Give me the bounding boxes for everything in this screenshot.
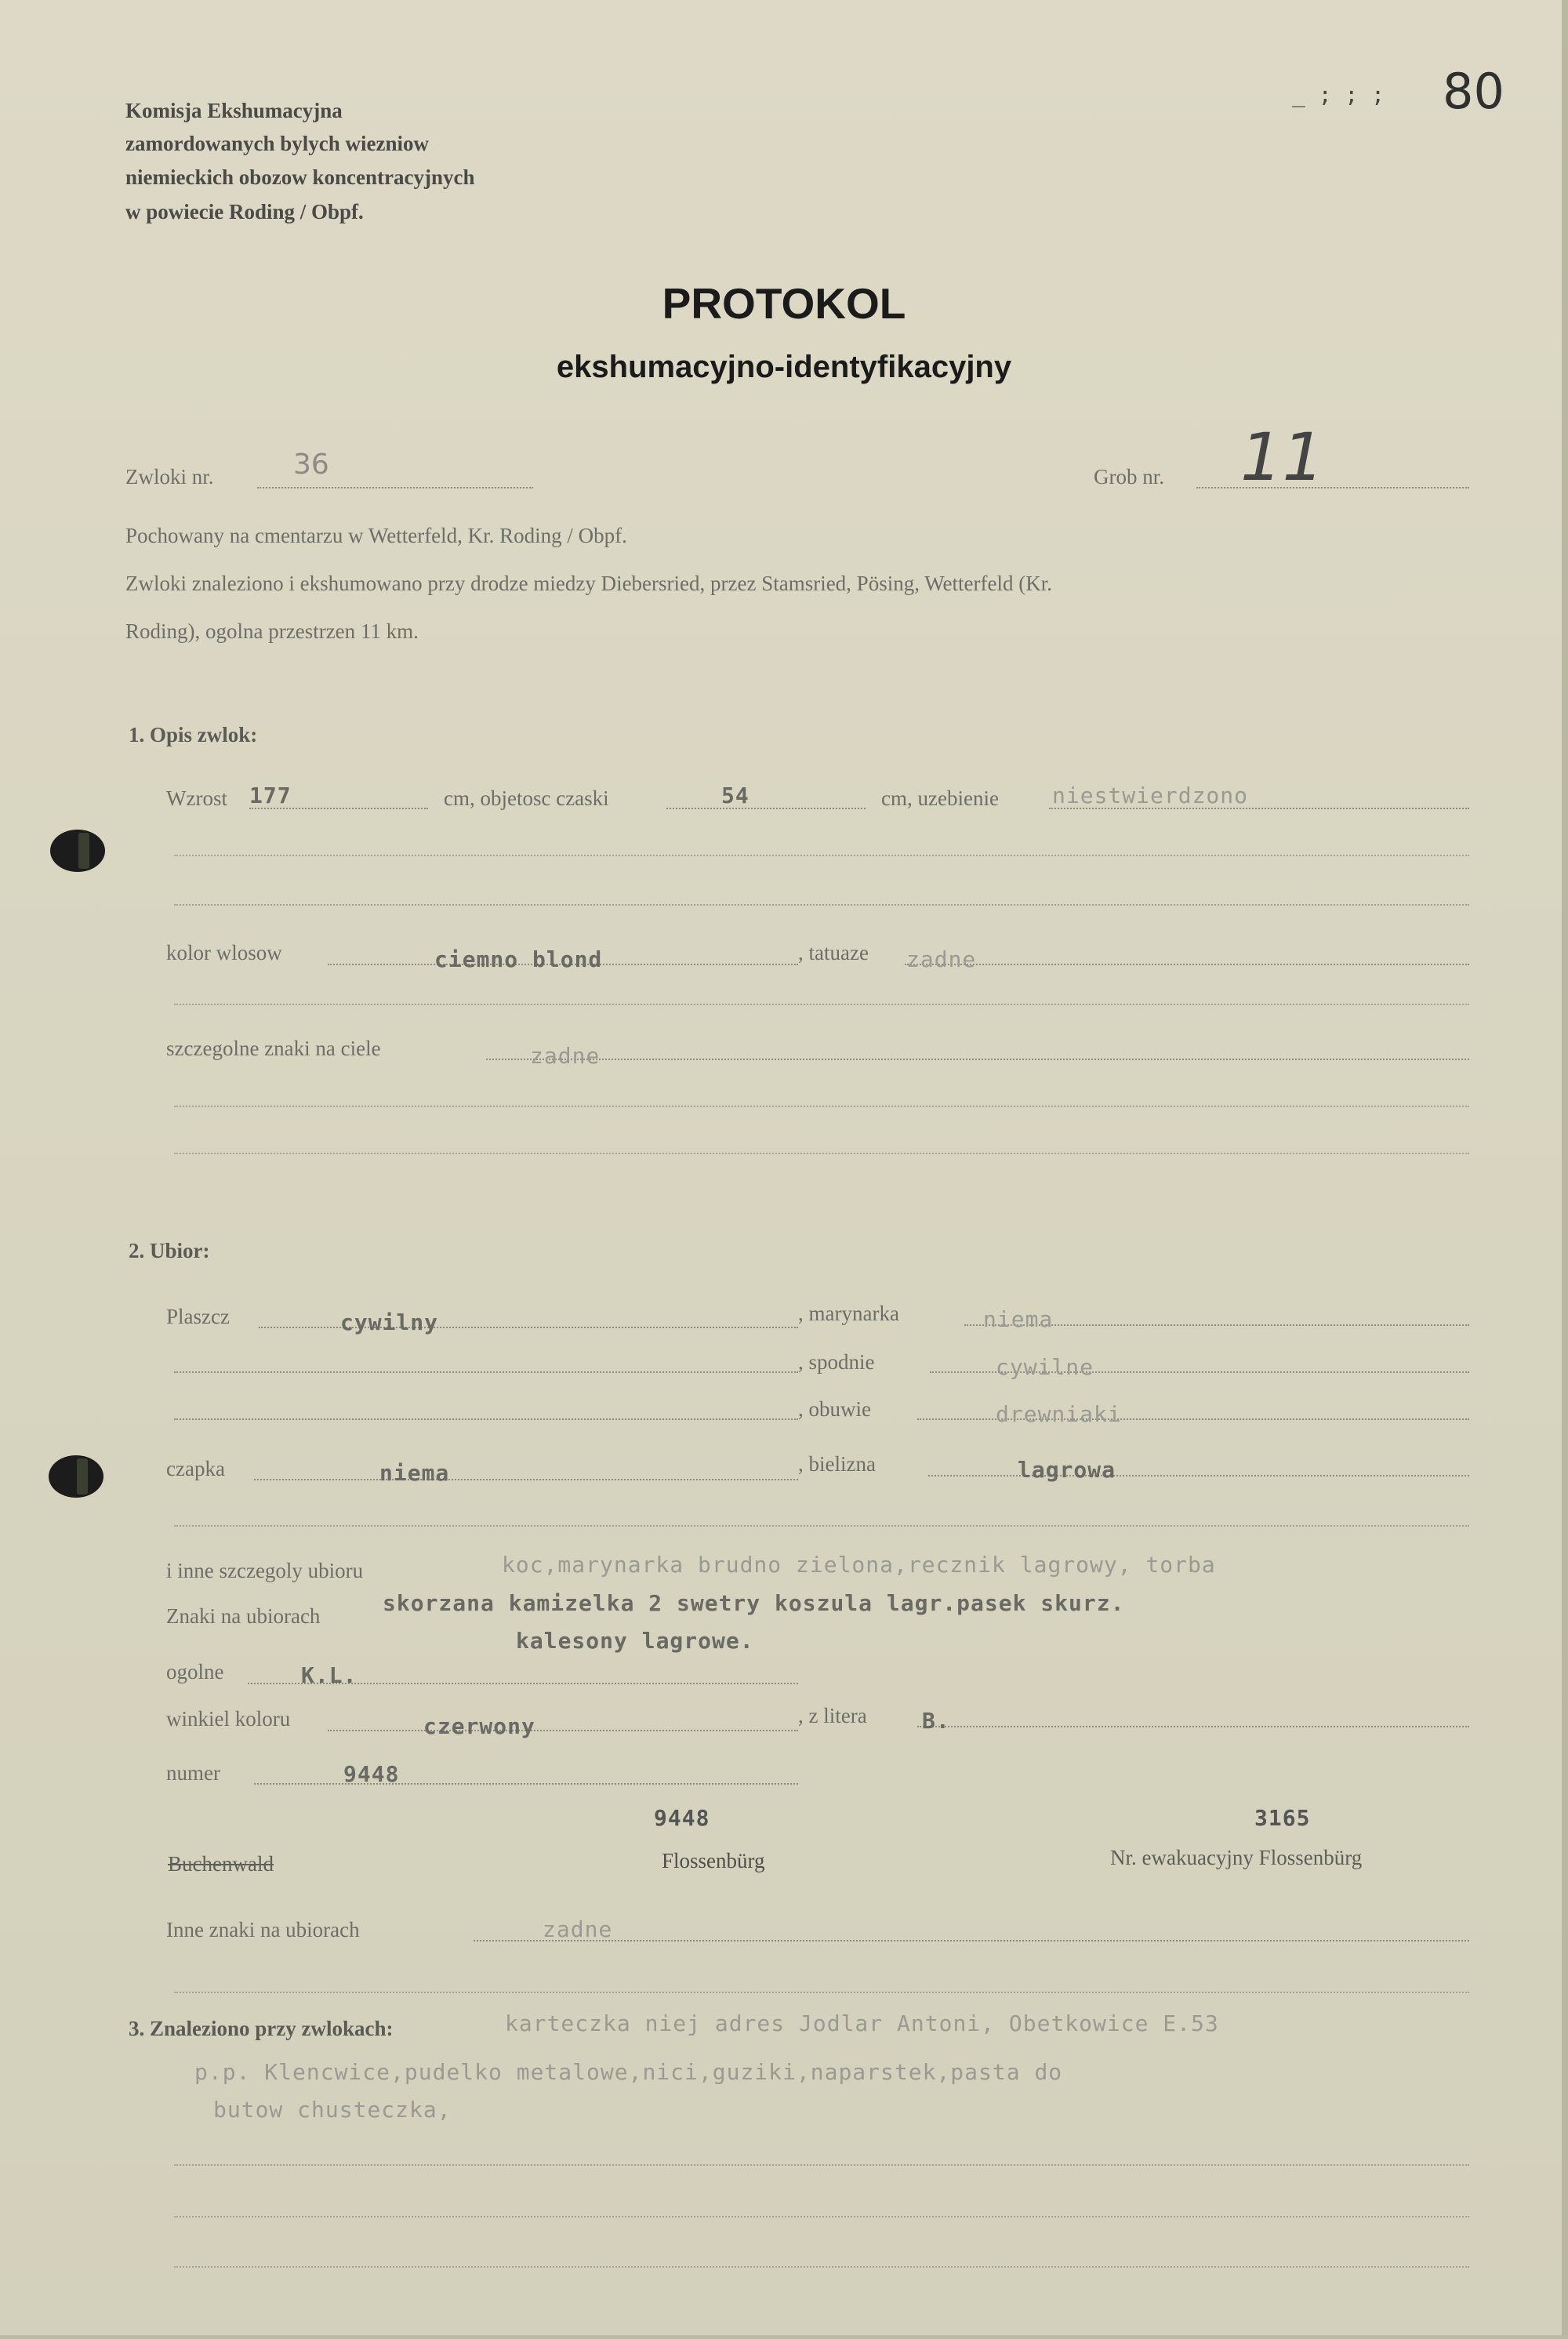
znaki-cialo-label: szczegolne znaki na ciele	[166, 1037, 381, 1060]
org-line-4: w powiecie Roding / Obpf.	[125, 200, 364, 223]
tatuaze-line	[905, 964, 1469, 965]
spodnie-label: , spodnie	[798, 1350, 875, 1374]
found-items-line-1: karteczka niej adres Jodlar Antoni, Obetkowice E.53	[505, 2010, 1219, 2036]
zwloki-label: Zwloki nr.	[125, 465, 214, 489]
winkiel-label: winkiel koloru	[166, 1707, 291, 1731]
bielizna-line	[928, 1475, 1469, 1476]
blank-line	[174, 1525, 1469, 1527]
ogolne-value: K.L.	[301, 1662, 358, 1688]
blank-line	[174, 1004, 1469, 1005]
blank-line	[174, 1992, 1469, 1993]
page-number: 80	[1443, 63, 1504, 120]
numer-value: 9448	[343, 1761, 400, 1787]
blank-line	[174, 904, 1469, 906]
section-2-heading: 2. Ubior:	[129, 1239, 210, 1262]
czapka-line	[254, 1479, 798, 1480]
winkiel-value: czerwony	[423, 1713, 535, 1739]
uzebienie-value: niestwierdzono	[1052, 783, 1249, 808]
czapka-value: niema	[379, 1460, 450, 1486]
evacuation-number: 3165	[1254, 1805, 1311, 1831]
page-bottom-edge	[0, 2335, 1568, 2339]
inne-szczegoly-line-2: skorzana kamizelka 2 swetry koszula lagr.pasek skurz.	[383, 1590, 1125, 1616]
litera-line	[917, 1726, 1469, 1727]
found-items-line-3: butow chusteczka,	[213, 2097, 452, 2123]
spodnie-value: cywilne	[996, 1354, 1094, 1380]
blank-line	[174, 2266, 1469, 2268]
znaki-cialo-line	[486, 1059, 1469, 1060]
marynarka-value: niema	[983, 1306, 1054, 1332]
litera-label: , z litera	[798, 1704, 867, 1727]
document-subtitle: ekshumacyjno-identyfikacyjny	[556, 350, 1012, 384]
tatuaze-label: , tatuaze	[798, 941, 869, 964]
found-location-line-2: Roding), ogolna przestrzen 11 km.	[125, 619, 419, 643]
winkiel-line	[328, 1730, 798, 1731]
section-3-heading: 3. Znaleziono przy zwlokach:	[129, 2017, 394, 2040]
grob-value: 11	[1240, 419, 1324, 496]
wzrost-label: Wzrost	[166, 786, 227, 810]
czaszka-value: 54	[721, 783, 750, 808]
ogolne-label: ogolne	[166, 1660, 224, 1683]
inne-znaki-line	[474, 1940, 1469, 1941]
inne-szczegoly-line-3: kalesony lagrowe.	[516, 1628, 754, 1654]
grob-line	[1196, 487, 1469, 489]
czapka-label: czapka	[166, 1457, 225, 1480]
found-location-line-1: Zwloki znaleziono i ekshumowano przy drodze miedzy Diebersried, przez Stamsried, Pösing, Wetterfeld (Kr.	[125, 572, 1052, 595]
plaszcz-value: cywilny	[340, 1309, 439, 1335]
zwloki-line	[257, 487, 533, 489]
kolor-wlosow-value: ciemno blond	[434, 946, 603, 972]
cm-czaszka-label: cm, objetosc czaski	[444, 786, 609, 810]
plaszcz-label: Plaszcz	[166, 1305, 230, 1328]
document-title: PROTOKOL	[662, 279, 906, 328]
grob-label: Grob nr.	[1094, 465, 1164, 489]
blank-line	[174, 1371, 798, 1373]
inne-szczegoly-label: i inne szczegoly ubioru	[166, 1559, 364, 1582]
burial-location: Pochowany na cmentarzu w Wetterfeld, Kr. Roding / Obpf.	[125, 524, 627, 547]
inne-znaki-value: zadne	[543, 1916, 613, 1942]
bielizna-label: , bielizna	[798, 1452, 876, 1476]
org-line-1: Komisja Ekshumacyjna	[125, 99, 343, 122]
blank-line	[174, 1418, 798, 1420]
flossenburg-number: 9448	[654, 1805, 710, 1831]
uzebienie-label: cm, uzebienie	[881, 786, 999, 810]
bielizna-value: lagrowa	[1018, 1457, 1116, 1483]
marynarka-label: , marynarka	[798, 1302, 899, 1325]
obuwie-label: , obuwie	[798, 1397, 871, 1421]
inne-znaki-label: Inne znaki na ubiorach	[166, 1918, 360, 1941]
inne-szczegoly-line-1: koc,marynarka brudno zielona,recznik lagrowy, torba	[502, 1552, 1216, 1578]
ink-stamp: _ ; ; ;	[1292, 82, 1385, 107]
org-line-3: niemieckich obozow koncentracyjnych	[125, 165, 475, 189]
litera-value: B.	[922, 1708, 950, 1734]
evacuation-label: Nr. ewakuacyjny Flossenbürg	[1110, 1846, 1363, 1869]
flossenburg-label: Flossenbürg	[662, 1849, 765, 1872]
blank-line	[174, 855, 1469, 856]
obuwie-value: drewniaki	[996, 1401, 1122, 1427]
czaszka-line	[666, 808, 866, 809]
punch-hole-lower-icon	[49, 1455, 103, 1498]
zwloki-value: 36	[293, 449, 329, 481]
blank-line	[174, 2216, 1469, 2217]
tatuaze-value: zadne	[906, 946, 977, 972]
punch-hole-upper-icon	[50, 830, 105, 872]
blank-line	[174, 1106, 1469, 1107]
znaki-cialo-value: zadne	[530, 1043, 601, 1069]
numer-line	[254, 1783, 798, 1785]
blank-line	[174, 1153, 1469, 1154]
found-items-line-2: p.p. Klencwice,pudelko metalowe,nici,guziki,naparstek,pasta do	[194, 2059, 1063, 2085]
znaki-ubior-label: Znaki na ubiorach	[166, 1604, 321, 1628]
wzrost-value: 177	[249, 783, 292, 808]
section-1-heading: 1. Opis zwlok:	[129, 723, 258, 746]
org-line-2: zamordowanych bylych wiezniow	[125, 132, 429, 155]
buchenwald-label: Buchenwald	[168, 1852, 274, 1876]
kolor-wlosow-label: kolor wlosow	[166, 941, 282, 964]
numer-label: numer	[166, 1761, 220, 1785]
blank-line	[174, 2164, 1469, 2166]
